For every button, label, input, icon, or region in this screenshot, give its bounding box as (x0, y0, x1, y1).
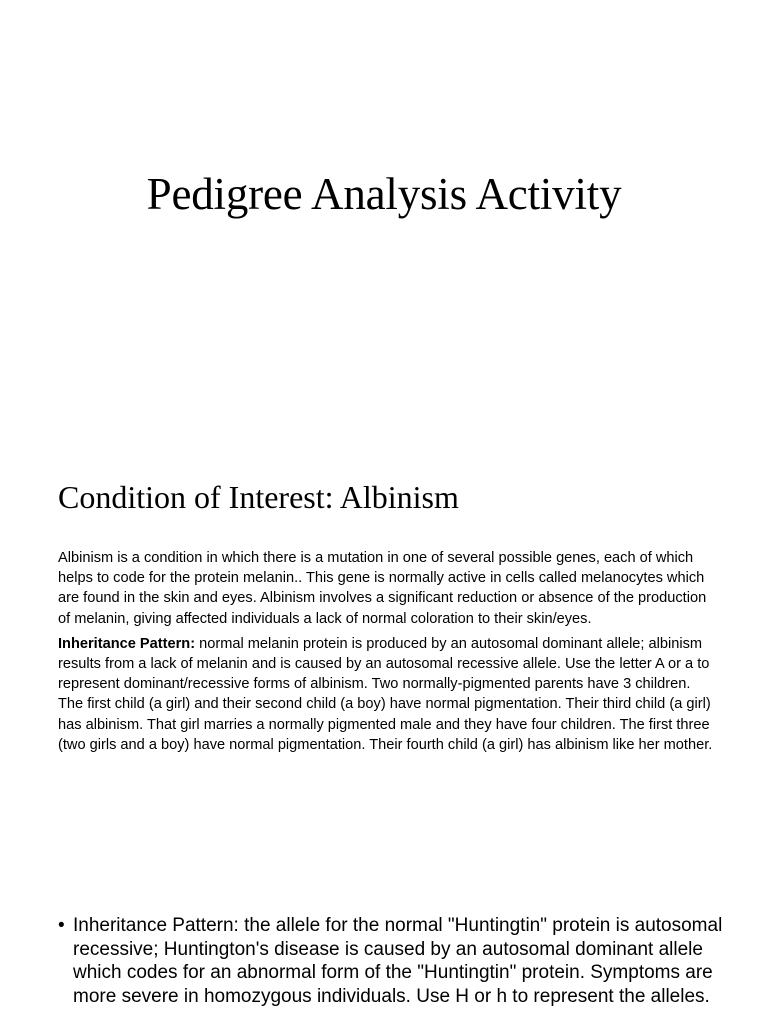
inheritance-text: normal melanin protein is produced by an autosomal dominant allele; albinism results from a lack of melanin and is caused by an autosomal recessive allele. Use the letter A or a to represent dominant/recessive forms of albinism. Two normally-pigmented parents have 3 children. The first child (a girl) and their second child (a boy) have normal pigmentation. Their third child (a girl) has albinism. That girl marries a normally pigmented male and they have four children. The first three (two girls and a boy) have normal pigmentation. Their fourth child (a girl) has albinism like her mother. (58, 635, 713, 753)
slide-body (58, 548, 718, 760)
list-item (58, 914, 738, 1009)
section-title: Condition of Interest: Albinism (58, 479, 459, 515)
description-paragraph: Albinism is a condition in which there is a mutation in one of several possible genes, each of which helps to code for the protein melanin.. This gene is normally active in cells called melanocytes which are found in the skin and eyes. Albinism involves a significant reduction or absence of the production of melanin, giving affected individuals a lack of normal coloration to their skin/eyes. (58, 550, 707, 627)
slide-albinism (0, 433, 768, 866)
slide-title (0, 0, 768, 433)
bullet-text: Inheritance Pattern: the allele for the normal "Huntingtin" protein is autosomal recessive; Huntington's disease is caused by an autosomal dominant allele which codes for an abnormal form of the "Huntingtin" protein. Symptoms are more severe in homozygous individuals. Use H or h to represent the alleles. (73, 915, 723, 1008)
inheritance-paragraph (58, 634, 718, 755)
inheritance-label: Inheritance Pattern: (58, 635, 196, 652)
page-title: Pedigree Analysis Activity (146, 169, 622, 219)
bullet-list (58, 914, 738, 1009)
slide-huntington (0, 866, 768, 1024)
bullet-icon: • (58, 915, 65, 936)
